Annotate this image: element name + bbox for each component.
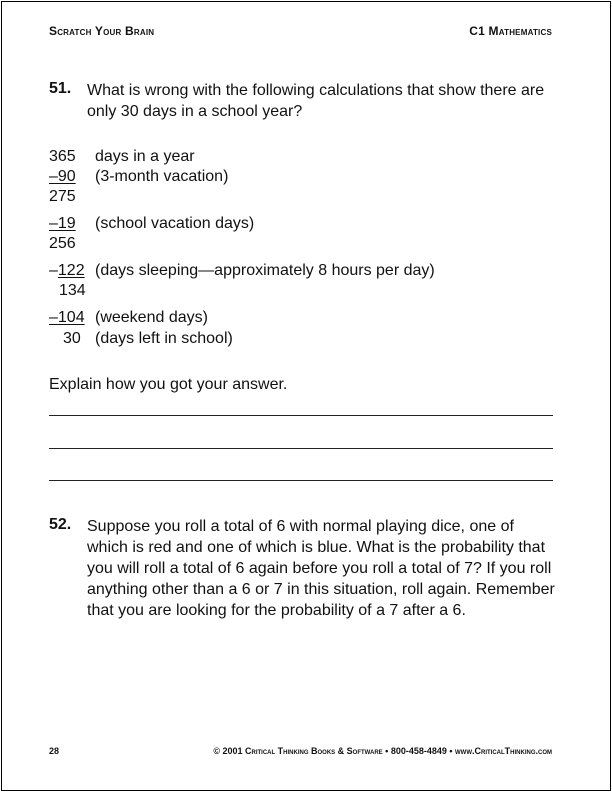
calc-description: (days sleeping—approximately 8 hours per day) [95, 262, 435, 279]
calc-number: –104 [49, 309, 85, 326]
calc-number: 30 [63, 330, 81, 347]
calc-description: (school vacation days) [95, 215, 255, 232]
calc-number [49, 262, 87, 280]
calc-description: (weekend days) [95, 309, 208, 326]
question-52-text [87, 516, 555, 621]
calc-number: –19 [49, 215, 76, 232]
question-52-number: 52. [49, 516, 72, 533]
question-52-line: which is red and one of which is blue. What is the probability that [87, 539, 546, 556]
calc-row [49, 309, 569, 329]
calc-number: 365 [49, 148, 76, 165]
question-51-line-1: What is wrong with the following calculations that show there are [87, 82, 545, 99]
calc-row [49, 148, 569, 168]
question-52-line: that you are looking for the probability of a 7 after a 6. [87, 602, 466, 619]
calc-number: 134 [59, 282, 86, 299]
minus-sign: – [49, 262, 58, 279]
header-book-title: Scratch Your Brain [49, 24, 155, 38]
question-51-number: 51. [49, 80, 72, 97]
calc-description: (days left in school) [95, 330, 233, 347]
question-52-line: Suppose you roll a total of 6 with normal playing dice, one of [87, 518, 514, 535]
page-number: 28 [49, 746, 60, 756]
calc-row [49, 262, 569, 282]
calc-row [49, 282, 569, 302]
calc-row [49, 215, 569, 235]
calc-description: (3-month vacation) [95, 168, 229, 185]
calc-row [49, 330, 569, 350]
question-51-text [87, 80, 544, 122]
explain-prompt: Explain how you got your answer. [49, 376, 288, 393]
answer-line[interactable] [49, 448, 553, 449]
answer-line[interactable] [49, 480, 553, 481]
calc-description: days in a year [95, 148, 195, 165]
calc-row [49, 235, 569, 255]
calc-row [49, 188, 569, 208]
worksheet-page [1, 1, 611, 791]
calc-row [49, 168, 569, 188]
question-51-line-2: only 30 days in a school year? [87, 103, 303, 120]
question-52-line: you will roll a total of 6 again before you roll a total of 7? If you roll [87, 560, 552, 577]
calc-number-value: 122 [57, 262, 85, 279]
copyright-footer: © 2001 Critical Thinking Books & Software • 800-458-4849 • www.CriticalThinking.com [213, 746, 552, 756]
header-subject: C1 Mathematics [469, 24, 552, 38]
answer-line[interactable] [49, 415, 553, 416]
calc-number: 256 [49, 235, 76, 252]
calc-number: –90 [49, 168, 76, 185]
question-52-line: anything other than a 6 or 7 in this situation, roll again. Remember [87, 581, 555, 598]
calc-number: 275 [49, 188, 76, 205]
